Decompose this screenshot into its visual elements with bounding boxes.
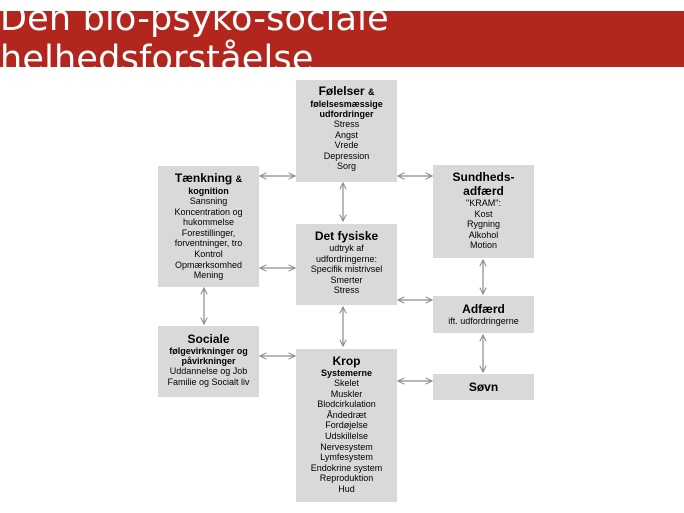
physical-item: Specifik mistrivsel (310, 264, 383, 275)
body-item: Endokrine system (310, 462, 383, 473)
thinking-title: Tænkning & (174, 171, 243, 185)
thinking-item: Kontrol (194, 248, 223, 259)
health-item: Alkohol (468, 229, 499, 240)
thinking-subtitle: kognition (188, 186, 229, 196)
health-item: Kost (474, 208, 493, 219)
health-intro: "KRAM": (466, 198, 501, 208)
health-title: Sundheds-adfærd (452, 170, 515, 198)
body-item: Hud (338, 483, 355, 494)
physical-intro: udtryk af udfordringerne: (315, 243, 378, 264)
thinking-box (158, 166, 259, 287)
body-item: Skelet (333, 378, 359, 388)
physical-box (296, 224, 397, 305)
body-item: Nervesystem (320, 441, 373, 452)
body-item: Blodcirkulation (317, 399, 376, 410)
feelings-item: Depression (323, 150, 370, 161)
thinking-item: Forestillinger, forventninger, tro (174, 227, 243, 249)
health-item: Rygning (466, 219, 501, 230)
body-item: Fordøjelse (325, 420, 368, 431)
behavior-box (433, 296, 534, 333)
social-item: Familie og Socialt liv (167, 376, 250, 387)
body-item: Lymfesystem (320, 452, 373, 463)
thinking-item: Koncentration og hukommelse (174, 206, 243, 228)
body-title: Krop (332, 354, 361, 368)
body-subtitle: Systemerne (320, 368, 373, 378)
body-item: Muskler (330, 388, 363, 399)
social-box (158, 326, 259, 397)
feelings-item: Vrede (334, 140, 359, 151)
body-item: Reproduktion (319, 473, 374, 484)
feelings-subtitle: følelsesmæssige udfordringer (310, 99, 383, 119)
feelings-item: Angst (334, 129, 358, 140)
thinking-item: Sansning (189, 196, 228, 206)
feelings-title: Følelser & (318, 84, 375, 98)
health-behavior-box (433, 165, 534, 258)
behavior-title: Adfærd (462, 302, 505, 316)
health-item: Motion (469, 240, 497, 251)
physical-item: Smerter (330, 274, 363, 285)
sleep-box (433, 374, 534, 400)
body-item: Åndedræt (326, 409, 367, 420)
feelings-box (296, 80, 397, 182)
sleep-title: Søvn (468, 379, 499, 394)
physical-item: Stress (333, 285, 360, 296)
social-item: Uddannelse og Job (169, 366, 248, 376)
page-title: Den bio-psyko-sociale helhedsforståelse (0, 0, 389, 79)
physical-title: Det fysiske (314, 229, 379, 243)
thinking-item: Opmærksomhed (174, 259, 243, 270)
feelings-item: Sorg (336, 161, 356, 172)
social-title: Sociale (187, 332, 230, 346)
body-item: Udskillelse (324, 430, 368, 441)
feelings-item: Stress (333, 119, 360, 129)
social-subtitle: følgevirkninger og påvirkninger (169, 346, 248, 366)
behavior-intro: ift. udfordringerne (448, 316, 519, 326)
thinking-item: Mening (193, 270, 224, 281)
body-box (296, 349, 397, 502)
